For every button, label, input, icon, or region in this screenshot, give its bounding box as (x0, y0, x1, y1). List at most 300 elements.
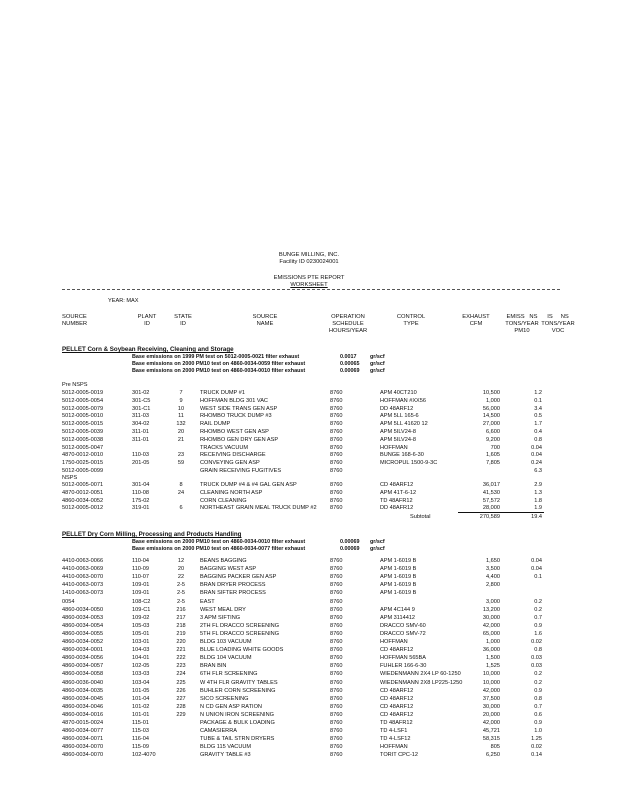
source-number: 4860-0034-0016 (62, 711, 104, 718)
control-type: HOFFMAN 565BA (380, 655, 427, 662)
source-name: BLDG 103 VACUUM (200, 639, 252, 645)
control-type: APM 5LL 165-6 (380, 413, 419, 420)
state-id: 9 (179, 397, 183, 404)
plant-id: 104-01 (132, 655, 150, 662)
operation-hours: 8760 (330, 590, 343, 597)
source-number: 4410-0063-0070 (62, 574, 104, 581)
control-type: CD 48ARF12 (380, 687, 414, 694)
control-type: DD 48AFR12 (380, 505, 414, 512)
source-number: 4870-0015-0024 (62, 720, 104, 726)
control-type: HOFFMAN (380, 444, 408, 451)
emission-note-text: Base emissions on 2000 PM10 test on 4860-0034-0010 filter exhaust (132, 539, 306, 545)
plant-id: 116-04 (132, 736, 150, 743)
source-number: 4860-0034-0071 (62, 736, 104, 743)
state-id: 6 (179, 505, 183, 512)
source-number: 4860-0034-0070 (62, 744, 104, 751)
plant-id: 101-05 (132, 687, 150, 694)
emission-note-text: Base emissions on 1999 PM test on 5012-0005-0021 filter exhaust (132, 354, 300, 360)
source-number: 4860-0036-0040 (62, 679, 104, 686)
subtotal-tons: 19.4 (531, 514, 542, 520)
state-id: 23 (177, 452, 185, 459)
facility-id: Facility ID 0230024001 (279, 259, 339, 265)
plant-id: 115-01 (132, 720, 150, 726)
pm10-tons: 0.2 (534, 679, 542, 686)
operation-hours: 8760 (330, 413, 343, 420)
exhaust-cfm: 1,500 (486, 655, 500, 662)
pm10-tons: 0.9 (534, 622, 542, 629)
pm10-tons: 1.3 (534, 489, 542, 496)
source-name: 5TH FL DRACCO SCREENING (200, 630, 280, 637)
exhaust-cfm: 7,805 (486, 460, 500, 467)
source-name: BLUE LOADING WHITE GOODS (200, 647, 284, 654)
source-name: CAMASIERRA (200, 728, 237, 735)
control-type: APM 40CT210 (380, 390, 417, 396)
control-type: HOFFMAN (380, 639, 408, 645)
exhaust-cfm: 3,000 (486, 598, 500, 605)
plant-id: 110-03 (132, 452, 150, 459)
source-number: 4860-0034-0055 (62, 630, 104, 637)
pre-nsps-label: Pre NSPS (62, 382, 88, 388)
source-number: 5012-0005-0054 (62, 397, 104, 404)
source-number: 4860-0034-0056 (62, 655, 104, 662)
source-name: BLDG 115 VACUUM (200, 744, 252, 751)
pm10-tons: 0.04 (531, 558, 542, 564)
plant-id: 304-02 (132, 421, 150, 428)
operation-hours: 8760 (330, 639, 343, 645)
pm10-tons: 0.5 (534, 413, 542, 420)
source-number: 5012-0005-0099 (62, 468, 104, 474)
column-header-exhaust-cfm: EXHAUST CFM (462, 314, 490, 327)
operation-hours: 8760 (330, 598, 343, 605)
source-name: 2TH FL DRACCO SCREENING (200, 622, 280, 629)
source-name: WEST SIDE TRANS GEN ASP (200, 405, 278, 412)
state-id: 7 (179, 390, 183, 396)
pm10-tons: 0.2 (534, 606, 542, 613)
control-type: APM 5ILV24-8 (380, 429, 416, 435)
pm10-tons: 0.1 (534, 397, 542, 404)
source-number: 4860-0034-0053 (62, 614, 104, 621)
operation-hours: 8760 (330, 752, 343, 759)
exhaust-cfm: 30,000 (482, 614, 500, 621)
exhaust-cfm: 42,000 (482, 687, 500, 694)
column-header-control-type: CONTROL TYPE (396, 314, 426, 327)
control-type: TD 48AFR12 (380, 497, 413, 504)
pm10-tons: 0.03 (531, 655, 542, 662)
source-name: BUHLER CORN SCREENING (200, 687, 276, 694)
plant-id: 301-04 (132, 482, 150, 488)
operation-hours: 8760 (330, 558, 343, 564)
source-number: 4410-0063-0066 (62, 558, 104, 564)
plant-id: 109-02 (132, 614, 150, 621)
plant-id: 105-03 (132, 622, 150, 629)
control-type: WIEDENMANN 2X8 LP225-1250 (380, 679, 463, 686)
pm10-tons: 0.24 (531, 460, 542, 467)
section-title-receiving: PELLET Corn & Soybean Receiving, Cleaning and Storage (62, 346, 234, 353)
exhaust-cfm: 14,500 (482, 413, 500, 420)
state-id: 22 (177, 574, 185, 581)
source-number: 4860-0034-0050 (62, 606, 104, 613)
emission-note-text: Base emissions on 2000 PM10 test on 4860-0034-0059 filter exhaust (132, 361, 306, 367)
plant-id: 301-C1 (132, 405, 151, 412)
source-number: 4860-0034-0052 (62, 639, 104, 645)
control-type: APM 1-6019 B (380, 574, 417, 581)
exhaust-cfm: 37,500 (482, 695, 500, 702)
source-name: CLEANING NORTH ASP (200, 489, 263, 496)
plant-id: 101-01 (132, 711, 150, 718)
pm10-tons: 0.7 (534, 703, 542, 710)
source-name: BRAN SIFTER PROCESS (200, 590, 266, 597)
operation-hours: 8760 (330, 630, 343, 637)
emission-note-value: 0.00065 (340, 361, 360, 367)
source-name: 3 APM SIFTING (200, 614, 241, 621)
source-number: 0054 (62, 598, 75, 605)
exhaust-cfm: 1,650 (486, 558, 500, 564)
state-id: 229 (176, 711, 186, 718)
plant-id: 110-04 (132, 558, 150, 564)
plant-id: 104-03 (132, 647, 150, 654)
source-name: BLDG 104 VACUUM (200, 655, 252, 662)
exhaust-cfm: 20,000 (482, 711, 500, 718)
state-id: 216 (176, 606, 186, 613)
pm10-tons: 0.14 (531, 752, 542, 759)
source-name: N UNION IRON SCREENING (200, 711, 274, 718)
exhaust-cfm: 6,600 (486, 429, 500, 435)
state-id: 2-5 (176, 582, 186, 589)
state-id: 219 (176, 630, 186, 637)
control-type: APM 1-6019 B (380, 582, 417, 589)
plant-id: 103-03 (132, 671, 150, 678)
state-id: 12 (177, 558, 185, 564)
source-name: W 4TH FLR GRAVITY TABLES (200, 679, 278, 686)
exhaust-cfm: 58,315 (482, 736, 500, 743)
pm10-tons: 0.7 (534, 614, 542, 621)
control-type: TD 4-LSF12 (380, 736, 411, 743)
exhaust-cfm: 42,000 (482, 720, 500, 726)
pm10-tons: 6.3 (534, 468, 542, 474)
column-header-is-ns: IS NS TONS/YEAR VOC (541, 314, 575, 334)
control-type: CD 48ARF12 (380, 711, 414, 718)
exhaust-cfm: 30,000 (482, 703, 500, 710)
source-number: 4860-0034-0070 (62, 752, 104, 759)
pm10-tons: 0.2 (534, 598, 542, 605)
state-id: 8 (179, 482, 183, 488)
control-type: CD 48ARF12 (380, 647, 414, 654)
source-number: 4410-0063-0069 (62, 566, 104, 573)
plant-id: 109-C1 (132, 606, 151, 613)
report-title: EMISSIONS PTE REPORT (273, 275, 345, 281)
control-type: TORIT CPC-12 (380, 752, 419, 759)
worksheet-label: WORKSHEET (290, 282, 328, 288)
pm10-tons: 1.2 (534, 390, 542, 396)
plant-id: 103-04 (132, 679, 150, 686)
operation-hours: 8760 (330, 711, 343, 718)
exhaust-cfm: 6,250 (486, 752, 500, 759)
pm10-tons: 0.8 (534, 647, 542, 654)
state-id: 227 (176, 695, 186, 702)
pm10-tons: 0.9 (534, 687, 542, 694)
source-number: 4860-0034-0054 (62, 622, 104, 629)
control-type: CD 48ARF12 (380, 482, 414, 488)
plant-id: 115-03 (132, 728, 150, 735)
emission-note-value: 0.0017 (340, 354, 357, 360)
source-name: GRAVITY TABLE #3 (200, 752, 251, 759)
state-id: 2-5 (176, 590, 186, 597)
pm10-tons: 0.1 (534, 574, 542, 581)
control-type: APM 1-6019 B (380, 590, 417, 597)
exhaust-cfm: 700 (490, 444, 500, 451)
control-type: APM 4C144 9 (380, 606, 415, 613)
operation-hours: 8760 (330, 482, 343, 488)
column-header-source-number: SOURCE NUMBER (62, 314, 88, 327)
control-type: CD 48ARF12 (380, 703, 414, 710)
operation-hours: 8760 (330, 436, 343, 443)
pm10-tons: 0.03 (531, 663, 542, 670)
operation-hours: 8760 (330, 444, 343, 451)
exhaust-cfm: 10,000 (482, 679, 500, 686)
operation-hours: 8760 (330, 736, 343, 743)
nsps-label: NSPS (62, 475, 78, 481)
source-number: 5012-0005-0012 (62, 505, 104, 512)
operation-hours: 8760 (330, 679, 343, 686)
plant-id: 102-4070 (132, 752, 156, 759)
source-name: BRAN BIN (200, 663, 227, 670)
operation-hours: 8760 (330, 720, 343, 726)
exhaust-cfm: 2,800 (486, 582, 500, 589)
source-number: 5012-0005-0079 (62, 405, 104, 412)
column-header-source-name: SOURCE NAME (252, 314, 278, 327)
source-name: BAGGING WEST ASP (200, 566, 257, 573)
operation-hours: 8760 (330, 452, 343, 459)
source-name: RECEIVING DISCHARGE (200, 452, 266, 459)
pm10-tons: 1.9 (534, 505, 542, 512)
state-id: 223 (176, 663, 186, 670)
operation-hours: 8760 (330, 622, 343, 629)
state-id: 226 (176, 687, 186, 694)
source-number: 4410-0063-0073 (62, 582, 104, 589)
pm10-tons: 0.04 (531, 566, 542, 573)
source-number: 4870-0012-0051 (62, 489, 104, 496)
source-number: 5012-0005-0010 (62, 413, 104, 420)
source-name: TRACKS VACUUM (200, 444, 249, 451)
state-id: 21 (177, 436, 185, 443)
control-type: DD 48ARF12 (380, 405, 414, 412)
state-id: 224 (176, 671, 186, 678)
control-type: MICROPUL 1500-9-3C (380, 460, 438, 467)
emission-note-unit: gr/scf (370, 361, 385, 367)
source-number: 4860-0034-0077 (62, 728, 104, 735)
plant-id: 109-01 (132, 590, 150, 597)
pm10-tons: 1.6 (534, 630, 542, 637)
control-type: FUHLER 166-6-30 (380, 663, 427, 670)
operation-hours: 8760 (330, 655, 343, 662)
plant-id: 311-03 (132, 413, 150, 420)
state-id: 222 (176, 655, 186, 662)
operation-hours: 8760 (330, 606, 343, 613)
pm10-tons: 0.6 (534, 711, 542, 718)
operation-hours: 8760 (330, 687, 343, 694)
column-header-operation: OPERATION SCHEDULE HOURS/YEAR (328, 314, 368, 334)
operation-hours: 8760 (330, 671, 343, 678)
state-id: 24 (177, 489, 185, 496)
year-label: YEAR: MAX (108, 298, 139, 304)
plant-id: 101-04 (132, 695, 150, 702)
control-type: APM 1-6019 B (380, 566, 417, 573)
exhaust-cfm: 4,400 (486, 574, 500, 581)
pm10-tons: 1.25 (531, 736, 542, 743)
plant-id: 110-08 (132, 489, 150, 496)
source-name: TUBE & TAIL STRN DRYERS (200, 736, 275, 743)
control-type: APM 1-6019 B (380, 558, 417, 564)
exhaust-cfm: 1,000 (486, 397, 500, 404)
operation-hours: 8760 (330, 390, 343, 396)
source-number: 4860-0034-0058 (62, 671, 104, 678)
source-number: 4860-0034-0045 (62, 695, 104, 702)
source-name: EAST (200, 598, 215, 605)
pm10-tons: 1.0 (534, 728, 542, 735)
source-number: 5012-0005-0047 (62, 444, 104, 451)
subtotal-rule (458, 512, 544, 513)
state-id: 20 (177, 429, 185, 435)
emission-note-text: Base emissions on 2000 PM10 test on 4860-0034-0077 filter exhaust (132, 546, 306, 552)
plant-id: 108-C2 (132, 598, 151, 605)
exhaust-cfm: 3,500 (486, 566, 500, 573)
emission-note-unit: gr/scf (370, 368, 385, 374)
source-number: 5012-0005-0038 (62, 436, 104, 443)
source-number: 5012-0005-0019 (62, 390, 104, 396)
source-number: 4860-0034-0001 (62, 647, 104, 654)
source-name: TRUCK DUMP #1 (200, 390, 245, 396)
state-id: 220 (176, 639, 186, 645)
operation-hours: 8760 (330, 574, 343, 581)
pm10-tons: 0.8 (534, 436, 542, 443)
source-number: 4860-0034-0052 (62, 497, 104, 504)
source-name: CONVEYING GEN ASP (200, 460, 260, 467)
operation-hours: 8760 (330, 663, 343, 670)
state-id: 2-5 (176, 598, 186, 605)
source-name: 6TH FLR SCREENING (200, 671, 258, 678)
operation-hours: 8760 (330, 505, 343, 512)
state-id: 132 (176, 421, 186, 428)
exhaust-cfm: 805 (490, 744, 500, 751)
column-header-state-id: STATE ID (174, 314, 192, 327)
source-number: 1750-0025-0015 (62, 460, 104, 467)
exhaust-cfm: 10,500 (482, 390, 500, 396)
exhaust-cfm: 13,200 (482, 606, 500, 613)
plant-id: 311-01 (132, 429, 150, 435)
operation-hours: 8760 (330, 429, 343, 435)
exhaust-cfm: 10,000 (482, 671, 500, 678)
control-type: APM 5LL 41620 12 (380, 421, 428, 428)
operation-hours: 8760 (330, 566, 343, 573)
subtotal-cfm: 270,589 (479, 514, 500, 520)
state-id: 10 (177, 405, 185, 412)
state-id: 59 (177, 460, 185, 467)
pm10-tons: 3.4 (534, 405, 542, 412)
exhaust-cfm: 1,000 (486, 639, 500, 645)
exhaust-cfm: 27,000 (482, 421, 500, 428)
emission-note-unit: gr/scf (370, 546, 385, 552)
operation-hours: 8760 (330, 744, 343, 751)
pm10-tons: 0.9 (534, 720, 542, 726)
emission-note-value: 0.00069 (340, 539, 360, 545)
source-number: 1410-0063-0073 (62, 590, 104, 597)
pm10-tons: 0.02 (531, 744, 542, 751)
source-number: 4870-0012-0010 (62, 452, 104, 459)
pm10-tons: 0.8 (534, 695, 542, 702)
state-id: 221 (176, 647, 186, 654)
plant-id: 319-01 (132, 505, 150, 512)
exhaust-cfm: 1,525 (486, 663, 500, 670)
control-type: BUNGE 168-6-30 (380, 452, 424, 459)
pm10-tons: 0.04 (531, 452, 542, 459)
exhaust-cfm: 45,721 (482, 728, 500, 735)
exhaust-cfm: 36,017 (482, 482, 500, 488)
plant-id: 102-05 (132, 663, 150, 670)
plant-id: 105-01 (132, 630, 150, 637)
source-name: PACKAGE & BULK LOADING (200, 720, 275, 726)
operation-hours: 8760 (330, 614, 343, 621)
state-id: 20 (177, 566, 185, 573)
source-name: WEST MEAL DRY (200, 606, 246, 613)
control-type: TD 48AFR12 (380, 720, 413, 726)
exhaust-cfm: 42,000 (482, 622, 500, 629)
control-type: APM 41T-6-12 (380, 489, 417, 496)
operation-hours: 8760 (330, 468, 343, 474)
column-header-plant-id: PLANT ID (137, 314, 157, 327)
pm10-tons: 1.7 (534, 421, 542, 428)
pm10-tons: 1.8 (534, 497, 542, 504)
emission-note-value: 0.00069 (340, 546, 360, 552)
control-type: APM 5ILV24-8 (380, 436, 416, 443)
pm10-tons: 0.04 (531, 444, 542, 451)
source-name: RHOMBO GEN DRY GEN ASP (200, 436, 279, 443)
plant-id: 175-02 (132, 497, 150, 504)
exhaust-cfm: 28,000 (482, 505, 500, 512)
plant-id: 115-09 (132, 744, 150, 751)
state-id: 225 (176, 679, 186, 686)
plant-id: 110-09 (132, 566, 150, 573)
emission-note-text: Base emissions on 2000 PM10 test on 4860-0034-0010 filter exhaust (132, 368, 306, 374)
control-type: CD 48ARF12 (380, 695, 414, 702)
exhaust-cfm: 57,572 (482, 497, 500, 504)
exhaust-cfm: 36,000 (482, 647, 500, 654)
plant-id: 301-C5 (132, 397, 151, 404)
exhaust-cfm: 9,200 (486, 436, 500, 443)
pm10-tons: 0.02 (531, 639, 542, 645)
source-name: SICO SCREENING (200, 695, 249, 702)
column-header-emiss: EMISS NS TONS/YEAR PM10 (505, 314, 539, 334)
state-id: 228 (176, 703, 186, 710)
subtotal-label: Subtotal (410, 514, 431, 520)
control-type: APM 3114412 (380, 614, 416, 621)
control-type: DRACCO SMV-60 (380, 622, 426, 629)
source-name: GRAIN RECEIVING FUGITIVES (200, 468, 282, 474)
exhaust-cfm: 1,605 (486, 452, 500, 459)
section-title-milling: PELLET Dry Corn Milling, Processing and Products Handling (62, 531, 242, 538)
operation-hours: 8760 (330, 497, 343, 504)
operation-hours: 8760 (330, 405, 343, 412)
source-name: NORTHEAST GRAIN MEAL TRUCK DUMP #2 (200, 505, 317, 512)
operation-hours: 8760 (330, 397, 343, 404)
exhaust-cfm: 41,530 (482, 489, 500, 496)
control-type: HOFFMAN (380, 744, 408, 751)
source-name: RHOMBO WEST GEN ASP (200, 429, 269, 435)
source-number: 4860-0034-0057 (62, 663, 104, 670)
plant-id: 301-02 (132, 390, 150, 396)
source-number: 5012-0005-0015 (62, 421, 104, 428)
source-name: CORN CLEANING (200, 497, 247, 504)
state-id: 11 (178, 413, 184, 420)
